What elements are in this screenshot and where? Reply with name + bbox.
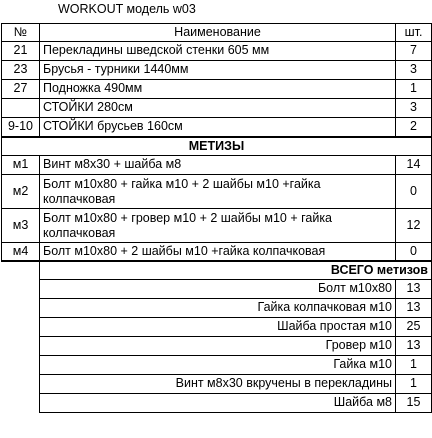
table-row: 9-10 СТОЙКИ брусьев 160см 2: [2, 118, 432, 138]
table-row: м3 Болт м10х80 + гровер м10 + 2 шайбы м10 + гайка колпачковая 12: [2, 209, 432, 243]
totals-title: ВСЕГО метизов: [40, 261, 432, 280]
table-row: Гровер м10 13: [2, 337, 432, 356]
table-row: 21 Перекладины шведской стенки 605 мм 7: [2, 42, 432, 61]
header-name: Наименование: [40, 24, 396, 42]
table-row: Гайка колпачковая м10 13: [2, 299, 432, 318]
table-row: Винт м8х30 вкручены в перекладины 1: [2, 375, 432, 394]
table-row: СТОЙКИ 280см 3: [2, 99, 432, 118]
document-title: WORKOUT модель w03: [58, 2, 196, 16]
table-row: Шайба простая м10 25: [2, 318, 432, 337]
table-row: м2 Болт м10х80 + гайка м10 + 2 шайбы м10 +гайка колпачковая 0: [2, 175, 432, 209]
header-num: №: [2, 24, 40, 42]
table-row: м4 Болт м10х80 + 2 шайбы м10 +гайка колпачковая 0: [2, 243, 432, 262]
table-row: Гайка м10 1: [2, 356, 432, 375]
fasteners-heading-row: [2, 137, 432, 156]
table-row: 23 Брусья - турники 1440мм 3: [2, 61, 432, 80]
header-qty: шт.: [396, 24, 432, 42]
header-row: [2, 24, 432, 42]
table-row: Болт м10х80 13: [2, 280, 432, 299]
parts-table: [1, 23, 432, 413]
table-row: 27 Подножка 490мм 1: [2, 80, 432, 99]
table-row: Шайба м8 15: [2, 394, 432, 413]
table-row: м1 Винт м8х30 + шайба м8 14: [2, 156, 432, 175]
fasteners-title: МЕТИЗЫ: [2, 137, 432, 156]
totals-heading-row: [2, 261, 432, 280]
